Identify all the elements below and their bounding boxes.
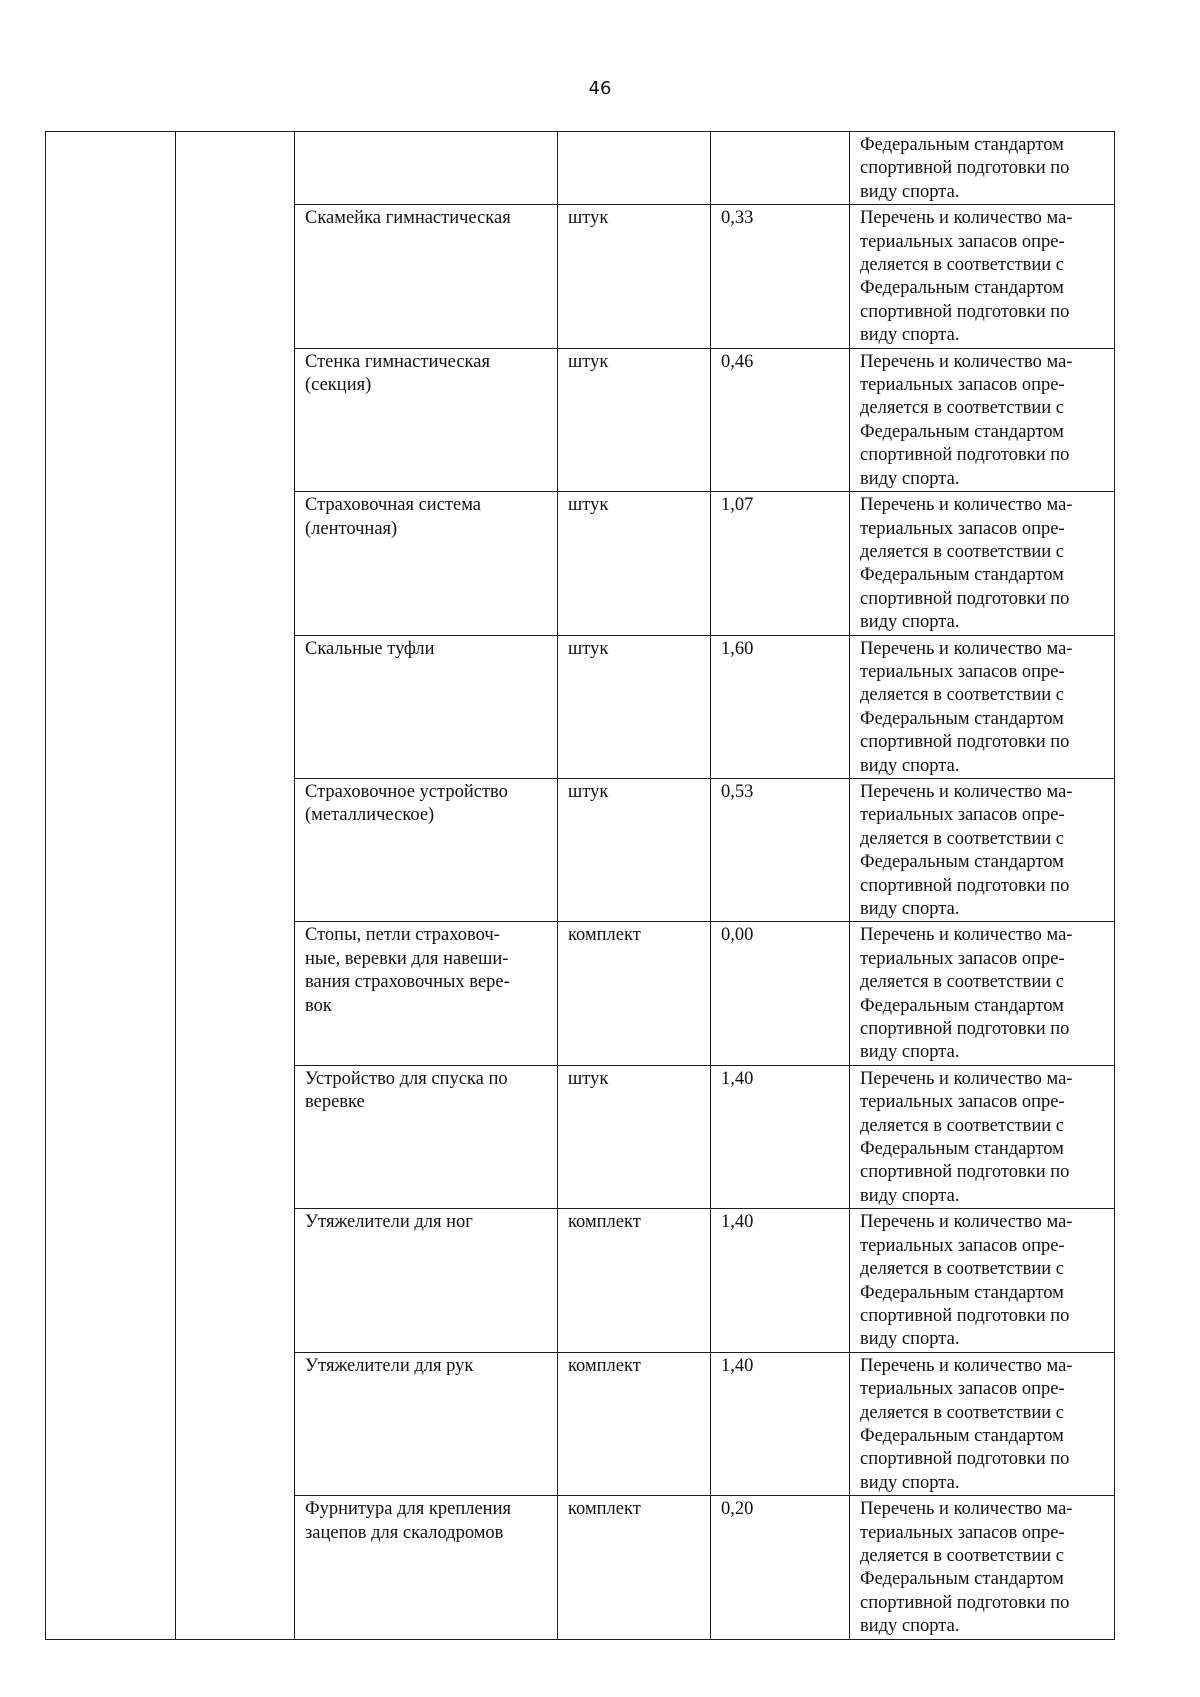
quantity-cell: 0,53 bbox=[711, 778, 850, 921]
item-name-cell: Скамейка гимнастическая bbox=[295, 205, 558, 348]
note-cell: Перечень и количество ма- териальных запасов опре- деляется в соответствии с Федеральным стандартом спортивной подготовки по виду спорта. bbox=[850, 778, 1115, 921]
unit-cell: комплект bbox=[558, 1352, 711, 1495]
unit-cell: комплект bbox=[558, 1496, 711, 1639]
unit-cell: штук bbox=[558, 635, 711, 778]
unit-cell: штук bbox=[558, 348, 711, 491]
unit-cell: штук bbox=[558, 205, 711, 348]
unit-cell: комплект bbox=[558, 1209, 711, 1352]
item-name-cell: Утяжелители для ног bbox=[295, 1209, 558, 1352]
note-cell: Перечень и количество ма- териальных запасов опре- деляется в соответствии с Федеральным стандартом спортивной подготовки по виду спорта. bbox=[850, 1065, 1115, 1208]
quantity-cell: 0,46 bbox=[711, 348, 850, 491]
quantity-cell: 1,60 bbox=[711, 635, 850, 778]
quantity-cell: 0,00 bbox=[711, 922, 850, 1065]
page-number: 46 bbox=[588, 78, 612, 99]
item-name-cell: Утяжелители для рук bbox=[295, 1352, 558, 1495]
item-name-cell: Фурнитура для крепления зацепов для скалодромов bbox=[295, 1496, 558, 1639]
quantity-cell: 0,33 bbox=[711, 205, 850, 348]
note-cell: Перечень и количество ма- териальных запасов опре- деляется в соответствии с Федеральным стандартом спортивной подготовки по виду спорта. bbox=[850, 922, 1115, 1065]
unit-cell bbox=[558, 132, 711, 205]
note-cell: Перечень и количество ма- териальных запасов опре- деляется в соответствии с Федеральным стандартом спортивной подготовки по виду спорта. bbox=[850, 635, 1115, 778]
item-name-cell: Страховочная система (ленточная) bbox=[295, 492, 558, 635]
section-name-cell bbox=[176, 132, 295, 1640]
quantity-cell bbox=[711, 132, 850, 205]
item-name-cell: Устройство для спуска по веревке bbox=[295, 1065, 558, 1208]
unit-cell: штук bbox=[558, 778, 711, 921]
quantity-cell: 1,07 bbox=[711, 492, 850, 635]
quantity-cell: 0,20 bbox=[711, 1496, 850, 1639]
quantity-cell: 1,40 bbox=[711, 1209, 850, 1352]
note-cell: Перечень и количество ма- териальных запасов опре- деляется в соответствии с Федеральным стандартом спортивной подготовки по виду спорта. bbox=[850, 1496, 1115, 1639]
equipment-table-body bbox=[46, 132, 1115, 1640]
unit-cell: штук bbox=[558, 492, 711, 635]
note-cell: Перечень и количество ма- териальных запасов опре- деляется в соответствии с Федеральным стандартом спортивной подготовки по виду спорта. bbox=[850, 348, 1115, 491]
item-name-cell: Стопы, петли страховоч- ные, веревки для навеши- вания страховочных вере- вок bbox=[295, 922, 558, 1065]
unit-cell: штук bbox=[558, 1065, 711, 1208]
quantity-cell: 1,40 bbox=[711, 1352, 850, 1495]
unit-cell: комплект bbox=[558, 922, 711, 1065]
note-cell: Перечень и количество ма- териальных запасов опре- деляется в соответствии с Федеральным стандартом спортивной подготовки по виду спорта. bbox=[850, 205, 1115, 348]
item-name-cell bbox=[295, 132, 558, 205]
continuation-row bbox=[46, 132, 1115, 205]
note-cell: Перечень и количество ма- териальных запасов опре- деляется в соответствии с Федеральным стандартом спортивной подготовки по виду спорта. bbox=[850, 492, 1115, 635]
item-name-cell: Страховочное устройство (металлическое) bbox=[295, 778, 558, 921]
note-cell: Перечень и количество ма- териальных запасов опре- деляется в соответствии с Федеральным стандартом спортивной подготовки по виду спорта. bbox=[850, 1352, 1115, 1495]
note-cell: Перечень и количество ма- териальных запасов опре- деляется в соответствии с Федеральным стандартом спортивной подготовки по виду спорта. bbox=[850, 1209, 1115, 1352]
equipment-table bbox=[45, 131, 1115, 1640]
item-name-cell: Скальные туфли bbox=[295, 635, 558, 778]
note-cell: Федеральным стандартом спортивной подготовки по виду спорта. bbox=[850, 132, 1115, 205]
section-number-cell bbox=[46, 132, 176, 1640]
quantity-cell: 1,40 bbox=[711, 1065, 850, 1208]
item-name-cell: Стенка гимнастическая (секция) bbox=[295, 348, 558, 491]
